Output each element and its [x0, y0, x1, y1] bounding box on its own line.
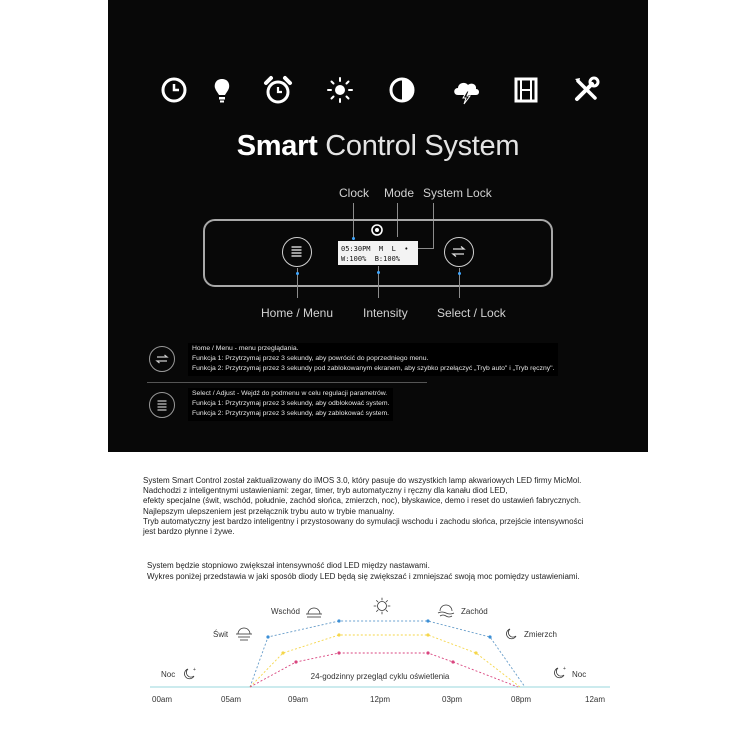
tick-label: 05am — [221, 695, 242, 704]
description-text — [143, 476, 663, 537]
series-pink — [250, 653, 518, 687]
bulb-icon — [204, 72, 240, 108]
select-lock-label: Select / Lock — [437, 306, 506, 320]
tick-label: 00am — [152, 695, 173, 704]
clock-icon — [156, 72, 192, 108]
phase-label-zmierzch: Zmierzch — [524, 630, 557, 639]
intensity-label: Intensity — [363, 306, 408, 320]
home-menu-label: Home / Menu — [261, 306, 334, 320]
clock-dot — [352, 237, 355, 240]
storm-cloud-icon — [448, 72, 484, 108]
point — [337, 619, 340, 622]
series-pink-points — [294, 651, 454, 663]
help-home-line: Funkcja 1: Przytrzymaj przez 3 sekundy, aby powrócić do poprzedniego menu. — [192, 355, 429, 362]
description-line: System Smart Control został zaktualizowany do iMOS 3.0, który pasuje do wszystkich lamp akwariowych LED firmy MicMol. — [143, 476, 582, 485]
phase-label-noc-right: Noc — [572, 670, 587, 679]
home-menu-button[interactable] — [282, 237, 312, 267]
help-divider — [147, 382, 427, 383]
lcd-display — [338, 241, 418, 265]
point — [337, 633, 340, 636]
lcd-line-intensity: W:100% B:100% — [341, 255, 401, 263]
chart-intro — [147, 560, 580, 582]
svg-text:+: + — [563, 666, 566, 672]
title-bold: Smart — [236, 130, 318, 162]
select-lock-button[interactable] — [444, 237, 474, 267]
select-dot — [458, 272, 461, 275]
description-line: Nadchodzi z inteligentnymi ustawieniami: zegar, timer, tryb automatyczny i ręczny dla kanału diod LED, — [143, 486, 508, 496]
tick-label: 03pm — [442, 695, 463, 704]
alarm-clock-icon — [260, 72, 296, 108]
point — [281, 651, 284, 654]
phase-label-zachod: Zachód — [461, 607, 488, 616]
menu-lines-icon — [283, 238, 310, 265]
intensity-dot — [377, 271, 380, 274]
point — [474, 651, 477, 654]
time-axis-ticks — [152, 695, 605, 704]
tick-label: 12pm — [370, 695, 391, 704]
tick-label: 09am — [288, 695, 309, 704]
film-icon — [508, 72, 544, 108]
description-line: jest bardzo płynne i żywe. — [143, 527, 235, 537]
point — [488, 635, 491, 638]
button-help — [145, 338, 625, 428]
sunset-icon — [438, 605, 454, 617]
system-lock-label: System Lock — [423, 186, 492, 200]
product-banner — [108, 0, 648, 452]
description-line: efekty specjalne (świt, wschód, południe, zachód słońca, zmierzch, noc), błyskawice, demo i reset do ustawień fabrycznych. — [143, 496, 581, 506]
sun-noon-icon — [374, 598, 390, 614]
intro-line: Wykres poniżej przedstawia w jaki sposób diody LED będą się zwiększać i zmniejszać swoją moc pomiędzy ustawieniami. — [147, 572, 580, 581]
help-select-line: Select / Adjust - Wejdź do podmenu w celu regulacji parametrów. — [192, 390, 388, 397]
point — [337, 651, 340, 654]
phase-label-wschod: Wschód — [271, 607, 300, 616]
contrast-icon — [384, 72, 420, 108]
help-select-line: Funkcja 1: Przytrzymaj przez 3 sekundy, aby odblokować system. — [192, 400, 390, 407]
help-home-line: Home / Menu - menu przeglądania. — [192, 345, 299, 352]
help-menu-icon — [149, 392, 175, 418]
help-swap-icon — [149, 346, 175, 372]
point — [426, 619, 429, 622]
point — [426, 633, 429, 636]
help-home-line: Funkcja 2: Przytrzymaj przez 3 sekundy pod zablokowanym ekranem, aby szybko przełączyć „Tryb auto" i „Tryb ręczny". — [192, 365, 555, 372]
point — [294, 660, 297, 663]
clock-label: Clock — [339, 186, 370, 200]
svg-text:+: + — [193, 667, 196, 673]
tools-icon — [568, 72, 604, 108]
moon-star-icon — [555, 666, 566, 678]
point — [266, 635, 269, 638]
help-select-adjust — [188, 388, 393, 421]
description-line: Najlepszym ulepszeniem jest przełącznik trybu auto w trybie manualny. — [143, 506, 395, 516]
dusk-moon-icon — [507, 629, 516, 639]
tick-label: 12am — [585, 695, 606, 704]
description-line: Tryb automatyczny jest bardzo inteligentny i przystosowany do symulacji wschodu i zachodu słońca, przejście intensywności — [143, 516, 584, 526]
point — [426, 651, 429, 654]
intro-line: System będzie stopniowo zwiększał intensywność diod LED między nastawami. — [147, 561, 430, 570]
lcd-line-time: 05:30PM M L • — [341, 245, 409, 253]
title-light: Control System — [325, 130, 520, 162]
home-dot — [296, 272, 299, 275]
product-title — [108, 130, 648, 163]
swap-arrows-icon — [445, 238, 472, 265]
tick-label: 08pm — [511, 695, 532, 704]
help-select-line: Funkcja 2: Przytrzymaj przez 3 sekundy, aby zablokować system. — [192, 410, 390, 417]
sun-icon — [322, 72, 358, 108]
feature-icon-row — [108, 72, 648, 108]
dawn-icon — [236, 628, 252, 640]
phase-label-swit: Świt — [213, 630, 229, 639]
help-home-menu — [188, 343, 558, 376]
chart-caption: 24-godzinny przegląd cyklu oświetlenia — [310, 672, 450, 681]
moon-star-icon — [185, 667, 196, 679]
point — [451, 660, 454, 663]
power-icon[interactable] — [370, 222, 384, 236]
sunrise-icon — [306, 608, 322, 617]
lighting-cycle-diagram — [140, 590, 620, 710]
mode-label: Mode — [384, 186, 415, 200]
phase-label-noc-left: Noc — [161, 670, 176, 679]
